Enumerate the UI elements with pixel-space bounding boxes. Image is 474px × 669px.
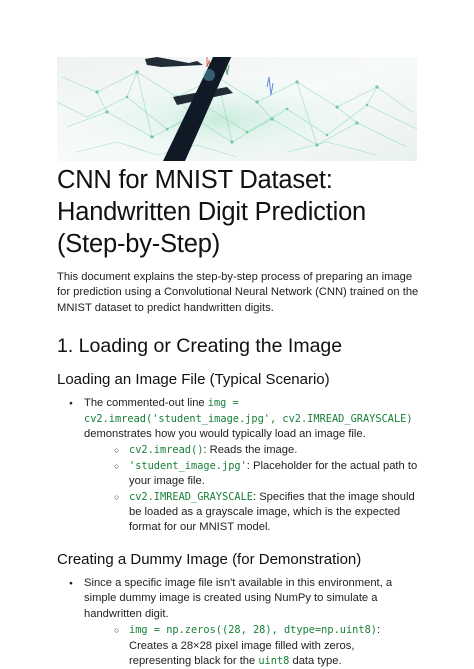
sub-item-text: : Creates a 28×28 pixel image filled with zeros, representing black for the xyxy=(129,624,381,667)
inline-code: uint8 xyxy=(258,654,290,667)
header-banner-image xyxy=(57,57,417,161)
list-item xyxy=(114,623,419,669)
list-item xyxy=(114,443,419,458)
list-item xyxy=(114,490,419,536)
sub-item-text: : Placeholder for the actual path to your image file. xyxy=(129,459,418,488)
section-heading-loading-or-creating: 1. Loading or Creating the Image xyxy=(57,335,343,358)
bullet-text-post: demonstrates how you would typically load an image file. xyxy=(84,428,366,441)
inline-code: img = np.zeros((28, 28), dtype=np.uint8) xyxy=(129,624,377,637)
subsection-heading-dummy-image: Creating a Dummy Image (for Demonstration) xyxy=(57,550,362,568)
list-item xyxy=(57,576,419,669)
bullet-list-loading xyxy=(57,396,419,536)
bullet-text: Since a specific image file isn't available in this environment, a simple dummy image is created using NumPy to simulate a handwritten digit. xyxy=(84,576,393,620)
list-item xyxy=(114,459,419,490)
sub-item-text: : Specifies that the image should be loaded as a grayscale image, which is the expected format for our MNIST model. xyxy=(129,490,415,534)
list-item xyxy=(57,396,419,536)
inline-code: img = cv2.imread('student_image.jpg', cv2.IMREAD_GRAYSCALE) xyxy=(84,397,413,425)
document-content xyxy=(57,164,419,669)
sub-list-loading xyxy=(84,443,419,535)
subsection-heading-loading-image-file: Loading an Image File (Typical Scenario) xyxy=(57,371,330,389)
inline-code: 'student_image.jpg' xyxy=(129,459,247,472)
sub-list-dummy xyxy=(84,623,419,669)
intro-paragraph: This document explains the step-by-step process of preparing an image for prediction using a Convolutional Neural Network (CNN) trained on the MNIST dataset to predict handwritten digits. xyxy=(57,271,419,314)
inline-code: cv2.IMREAD_GRAYSCALE xyxy=(129,490,253,503)
document-title: CNN for MNIST Dataset: Handwritten Digit Prediction (Step-by-Step) xyxy=(57,166,367,258)
bullet-list-dummy xyxy=(57,576,419,669)
sub-item-text-end: data type. xyxy=(289,654,342,667)
inline-code: cv2.imread() xyxy=(129,444,204,457)
sub-item-text: : Reads the image. xyxy=(203,444,298,457)
neural-network-illustration xyxy=(57,57,417,161)
bullet-text-pre: The commented-out line xyxy=(84,397,208,410)
